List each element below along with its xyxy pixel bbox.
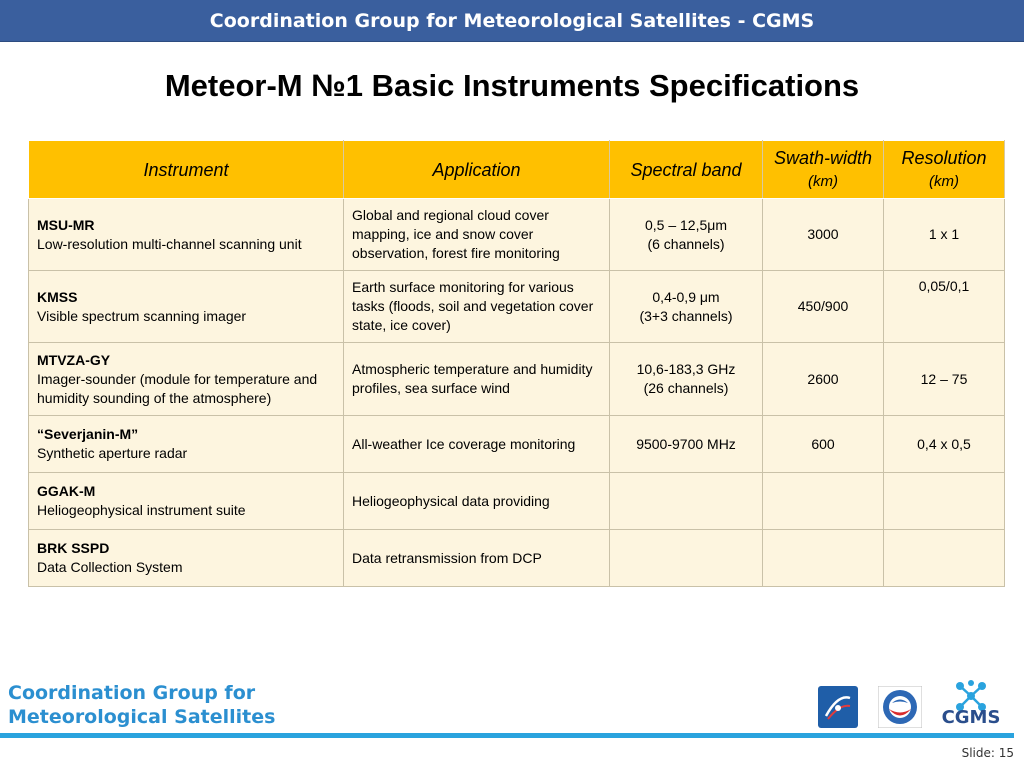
band-value: 10,6-183,3 GHz xyxy=(636,361,736,377)
instrument-name: BRK SSPD xyxy=(37,540,110,556)
swath-cell: 2600 xyxy=(763,343,884,416)
swath-cell: 600 xyxy=(763,416,884,473)
application-cell: Heliogeophysical data providing xyxy=(344,473,610,530)
table-row xyxy=(29,416,1005,473)
header-swath-width xyxy=(763,141,884,199)
org-logo-text xyxy=(8,681,275,729)
instruments-table xyxy=(28,140,1005,587)
table-row xyxy=(29,199,1005,271)
swath-cell: 450/900 xyxy=(763,271,884,343)
table-row xyxy=(29,530,1005,587)
slide-title: Meteor-M №1 Basic Instruments Specifications xyxy=(164,68,860,103)
instrument-name: MTVZA-GY xyxy=(37,351,111,368)
swath-cell: 3000 xyxy=(763,199,884,271)
table-row xyxy=(29,343,1005,416)
header-title: Coordination Group for Meteorological Satellites - CGMS xyxy=(209,9,815,32)
roscosmos-logo xyxy=(818,686,858,728)
cgms-logo-word: CGMS xyxy=(941,707,1001,728)
application-cell: Data retransmission from DCP xyxy=(344,530,610,587)
header-bar xyxy=(0,0,1024,42)
resolution-cell: 1 x 1 xyxy=(884,199,1005,271)
table-header-row xyxy=(29,141,1005,199)
application-cell: Atmospheric temperature and humidity profiles, sea surface wind xyxy=(344,343,610,416)
instrument-description: Low-resolution multi-channel scanning unit xyxy=(37,235,302,252)
footer-divider xyxy=(0,733,1014,738)
spectral-band-cell: 9500-9700 MHz xyxy=(610,416,763,473)
header-application: Application xyxy=(344,141,610,199)
instrument-cell xyxy=(29,473,344,530)
instrument-description: Synthetic aperture radar xyxy=(37,445,188,461)
instrument-description: Visible spectrum scanning imager xyxy=(37,307,247,324)
instrument-cell xyxy=(29,343,344,416)
header-instrument: Instrument xyxy=(29,141,344,199)
resolution-cell: 12 – 75 xyxy=(884,343,1005,416)
spectral-band-cell xyxy=(610,271,763,343)
header-resolution xyxy=(884,141,1005,199)
resolution-cell xyxy=(884,473,1005,530)
resolution-label: Resolution xyxy=(901,147,987,168)
org-line-2: Meteorological Satellites xyxy=(8,706,276,728)
org-line-1: Coordination Group for xyxy=(8,682,256,704)
instrument-name: MSU-MR xyxy=(37,216,95,233)
application-cell: Earth surface monitoring for various tasks (floods, soil and vegetation cover state, ice cover) xyxy=(344,271,610,343)
swath-cell xyxy=(763,530,884,587)
instrument-name: GGAK-M xyxy=(37,483,96,499)
resolution-cell: 0,05/0,1 xyxy=(884,271,1005,343)
instrument-description: Data Collection System xyxy=(37,559,183,575)
instrument-cell xyxy=(29,530,344,587)
spectral-band-cell xyxy=(610,530,763,587)
slide-number: Slide: 15 xyxy=(961,746,1014,760)
spectral-band-cell xyxy=(610,343,763,416)
instrument-description: Imager-sounder (module for temperature and humidity sounding of the atmosphere) xyxy=(37,370,318,406)
band-channels: (6 channels) xyxy=(647,235,725,252)
instrument-cell xyxy=(29,199,344,271)
instrument-cell xyxy=(29,271,344,343)
swath-unit: (km) xyxy=(808,172,838,190)
resolution-cell xyxy=(884,530,1005,587)
swath-label: Swath-width xyxy=(773,147,873,168)
roshydromet-logo xyxy=(878,686,922,728)
resolution-unit: (km) xyxy=(929,172,959,190)
band-channels: (26 channels) xyxy=(643,380,729,396)
instrument-description: Heliogeophysical instrument suite xyxy=(37,502,246,518)
instrument-name: KMSS xyxy=(37,288,78,305)
application-cell: All-weather Ice coverage monitoring xyxy=(344,416,610,473)
resolution-cell: 0,4 x 0,5 xyxy=(884,416,1005,473)
spectral-band-cell xyxy=(610,199,763,271)
band-value: 0,4-0,9 μm xyxy=(652,288,720,305)
instrument-name: “Severjanin-M” xyxy=(37,426,139,442)
header-spectral-band: Spectral band xyxy=(610,141,763,199)
application-cell: Global and regional cloud cover mapping, ice and snow cover observation, forest fire monitoring xyxy=(344,199,610,271)
table-row xyxy=(29,271,1005,343)
band-channels: (3+3 channels) xyxy=(639,307,733,324)
table-row xyxy=(29,473,1005,530)
swath-cell xyxy=(763,473,884,530)
band-value: 0,5 – 12,5μm xyxy=(644,216,727,233)
spectral-band-cell xyxy=(610,473,763,530)
instrument-cell xyxy=(29,416,344,473)
